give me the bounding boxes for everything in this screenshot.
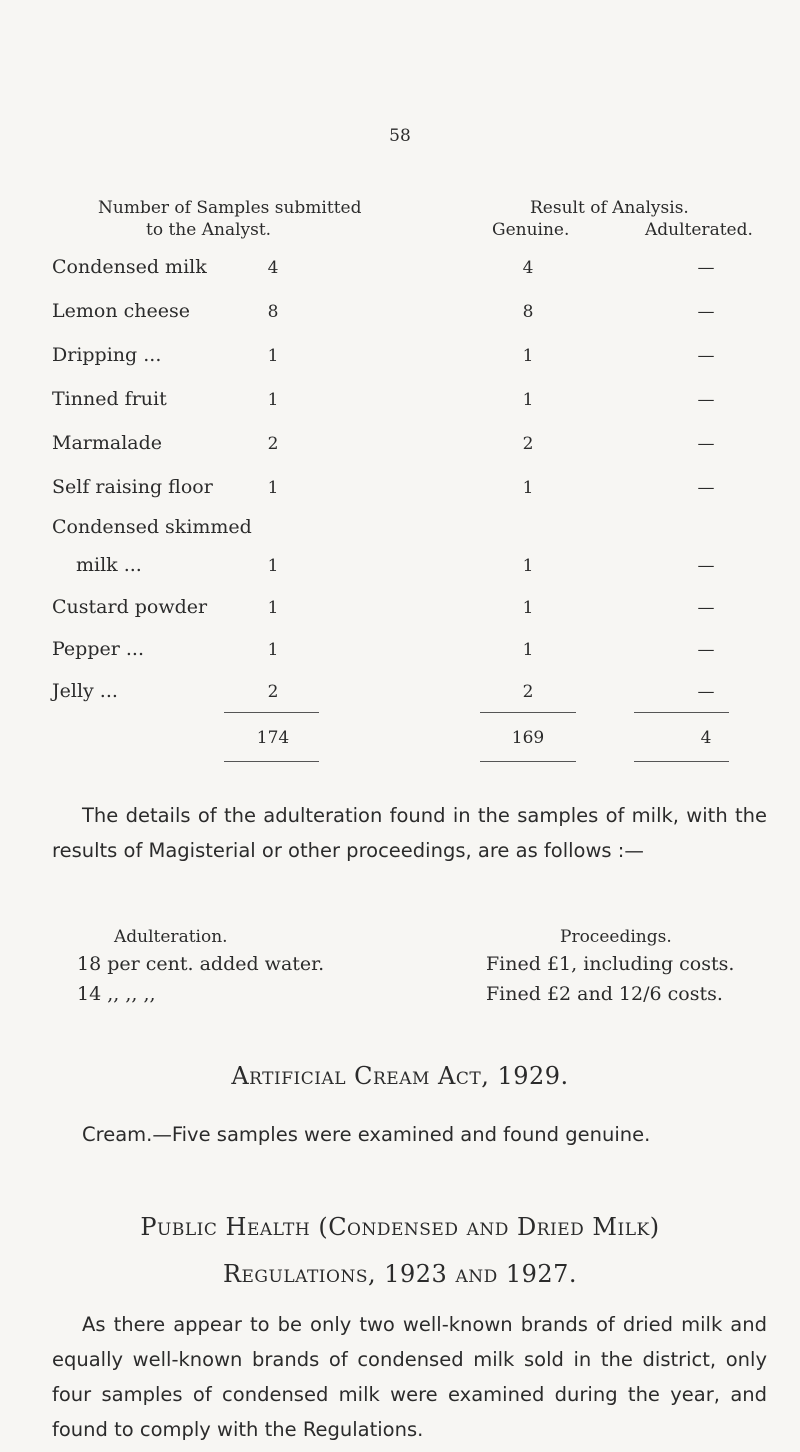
row-genuine: 4 [522, 258, 534, 278]
total-rule-top [634, 712, 729, 713]
proceedings-cell: Fined £1, including costs. [486, 953, 735, 975]
row-genuine: 1 [522, 346, 534, 366]
row-submitted: 8 [267, 302, 279, 322]
header-to-the-analyst: to the Analyst. [146, 220, 272, 240]
header-samples-submitted: Number of Samples submitted [98, 198, 362, 218]
artificial-cream-section [52, 1117, 767, 1152]
row-adulterated: — [697, 682, 715, 702]
row-submitted: 1 [267, 478, 279, 498]
cream-text: Cream.—Five samples were examined and found genuine. [82, 1123, 651, 1146]
total-submitted: 174 [256, 728, 290, 748]
proceedings-cell: Fined £2 and 12/6 costs. [486, 983, 723, 1005]
row-label: Custard powder [52, 596, 208, 618]
row-submitted: 1 [267, 640, 279, 660]
row-adulterated: — [697, 258, 715, 278]
row-submitted: 4 [267, 258, 279, 278]
row-submitted: 1 [267, 556, 279, 576]
row-genuine: 1 [522, 478, 534, 498]
artificial-cream-heading: Artificial Cream Act, 1929. [231, 1062, 569, 1090]
row-submitted: 1 [267, 390, 279, 410]
row-adulterated: — [697, 640, 715, 660]
row-label: milk ... [76, 554, 142, 576]
row-adulterated: — [697, 434, 715, 454]
row-adulterated: — [697, 556, 715, 576]
row-genuine: 2 [522, 682, 534, 702]
row-adulterated: — [697, 390, 715, 410]
row-submitted: 2 [267, 682, 279, 702]
header-genuine: Genuine. [492, 220, 570, 240]
row-label: Condensed milk [52, 256, 207, 278]
row-genuine: 2 [522, 434, 534, 454]
row-label: Pepper ... [52, 638, 144, 660]
row-label: Marmalade [52, 432, 163, 454]
row-genuine: 1 [522, 556, 534, 576]
total-rule-top [224, 712, 319, 713]
row-submitted: 1 [267, 598, 279, 618]
row-genuine: 1 [522, 640, 534, 660]
milk-adulteration-paragraph [52, 798, 767, 868]
proceedings-column-header: Proceedings. [560, 927, 672, 947]
total-rule-bottom [224, 761, 319, 762]
row-label: Jelly ... [52, 680, 118, 702]
total-adulterated: 4 [700, 728, 712, 748]
row-submitted: 1 [267, 346, 279, 366]
row-genuine: 1 [522, 598, 534, 618]
row-genuine: 1 [522, 390, 534, 410]
total-rule-bottom [480, 761, 576, 762]
public-health-section [52, 1307, 767, 1447]
regulations-paragraph: As there appear to be only two well-known brands of dried milk and equally well-known brands of condensed milk sold in the district, only four samples of condensed milk were examined during the year, and found to comply with the Regulations. [52, 1313, 767, 1441]
page-number: 58 [389, 126, 411, 146]
row-label: Lemon cheese [52, 300, 190, 322]
row-genuine: 8 [522, 302, 534, 322]
adulteration-cell: 18 per cent. added water. [77, 953, 325, 975]
row-label: Tinned fruit [52, 388, 167, 410]
total-rule-bottom [634, 761, 729, 762]
adulteration-cell: 14 ,, ,, ,, [77, 983, 156, 1005]
total-genuine: 169 [511, 728, 545, 748]
row-submitted: 2 [267, 434, 279, 454]
total-rule-top [480, 712, 576, 713]
row-adulterated: — [697, 598, 715, 618]
row-label: Self raising floor [52, 476, 213, 498]
row-adulterated: — [697, 302, 715, 322]
row-adulterated: — [697, 346, 715, 366]
header-result-of-analysis: Result of Analysis. [530, 198, 689, 218]
public-health-heading-line2: Regulations, 1923 and 1927. [222, 1260, 578, 1288]
row-label: Condensed skimmed [52, 516, 252, 538]
header-adulterated: Adulterated. [645, 220, 753, 240]
adulteration-column-header: Adulteration. [114, 927, 228, 947]
row-adulterated: — [697, 478, 715, 498]
paragraph-text: The details of the adulteration found in the samples of milk, with the results of Magisterial or other proceedings, are as follows :— [52, 804, 767, 862]
public-health-heading-line1: Public Health (Condensed and Dried Milk) [140, 1213, 660, 1241]
row-label: Dripping ... [52, 344, 162, 366]
